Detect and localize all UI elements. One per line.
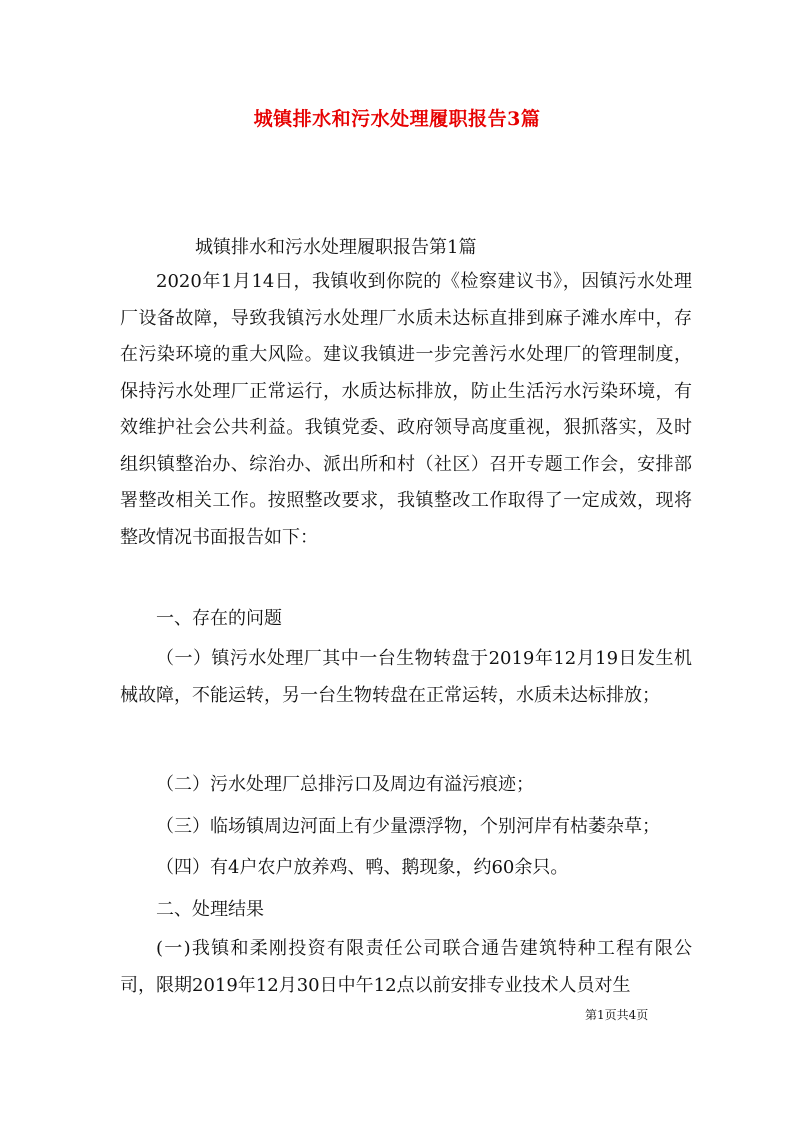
document-title: 城镇排水和污水处理履职报告3篇 (253, 108, 541, 130)
intro-paragraph: 2020年1月14日，我镇收到你院的《检察建议书》，因镇污水处理厂设备故障，导致我镇污水处理厂水质未达标直排到麻子滩水库中，存在污染环境的重大风险。建议我镇进一步完善污水处理厂的管理制度，保持污水处理厂正常运行，水质达标排放，防止生活污水污染环境，有效维护社会公共利益。我镇党委、政府领导高度重视，狠抓落实，及时组织镇整治办、综治办、派出所和村（社区）召开专题工作会，安排部署整改相关工作。按照整改要求，我镇整改工作取得了一定成效，现将整改情况书面报告如下： (120, 271, 692, 548)
document-subtitle: 城镇排水和污水处理履职报告第1篇 (195, 237, 477, 258)
page-number-footer: 第1页共4页 (585, 1008, 649, 1022)
section-heading-results: 二、处理结果 (156, 899, 264, 920)
result-item-1: (一)我镇和柔刚投资有限责任公司联合通告建筑特种工程有限公司，限期2019年12月30日中午12点以前安排专业技术人员对生 (120, 938, 692, 996)
problem-item-4: （四）有4户农户放养鸡、鸭、鹅现象，约60余只。 (156, 857, 569, 878)
problem-item-1: （一）镇污水处理厂其中一台生物转盘于2019年12月19日发生机械故障，不能运转，另一台生物转盘在正常运转，水质未达标排放； (120, 648, 692, 706)
problem-item-3: （三）临场镇周边河面上有少量漂浮物，个别河岸有枯萎杂草； (156, 816, 660, 837)
section-heading-problems: 一、存在的问题 (156, 608, 282, 629)
problem-item-2: （二）污水处理厂总排污口及周边有溢污痕迹； (156, 774, 534, 795)
